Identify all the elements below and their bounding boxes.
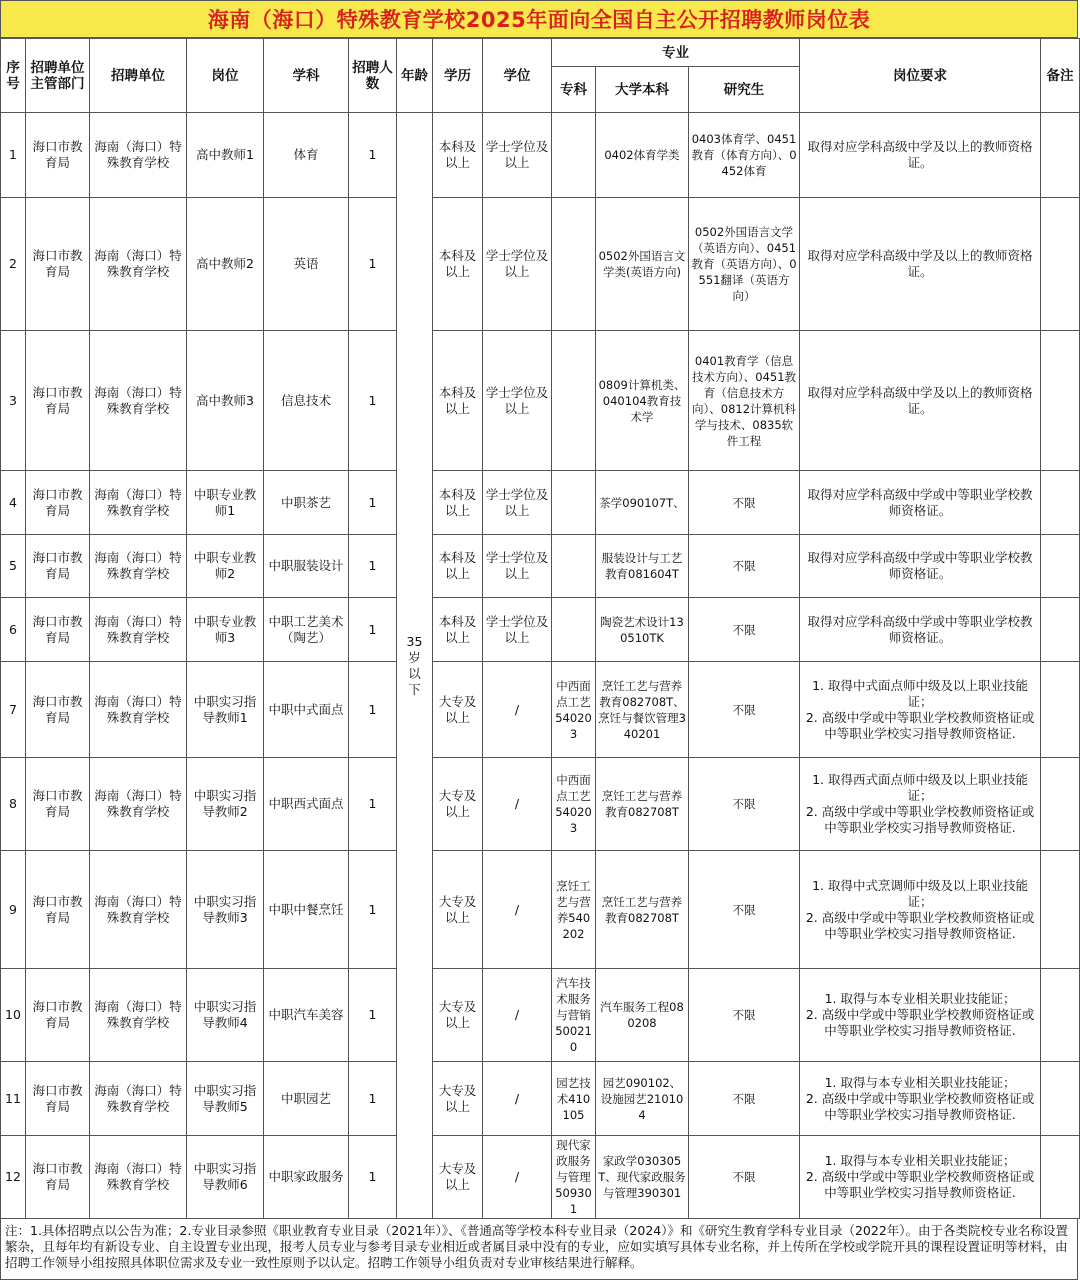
cell-major-graduate: 不限 — [689, 1136, 800, 1219]
cell-remark — [1041, 851, 1080, 969]
cell-dept: 海口市教育局 — [26, 1062, 90, 1136]
cell-unit: 海南（海口）特殊教育学校 — [90, 113, 187, 198]
cell-remark — [1041, 1136, 1080, 1219]
cell-major-junior — [552, 535, 596, 598]
cell-unit: 海南（海口）特殊教育学校 — [90, 969, 187, 1062]
cell-unit: 海南（海口）特殊教育学校 — [90, 598, 187, 662]
cell-major-graduate: 不限 — [689, 535, 800, 598]
cell-major-bachelor: 陶瓷艺术设计130510TK — [596, 598, 689, 662]
cell-post: 中职实习指导教师6 — [187, 1136, 264, 1219]
cell-subject: 中职中式面点 — [264, 662, 349, 758]
cell-count: 1 — [349, 535, 397, 598]
cell-count: 1 — [349, 598, 397, 662]
sheet-title: 海南（海口）特殊教育学校2025年面向全国自主公开招聘教师岗位表 — [0, 0, 1078, 38]
cell-major-bachelor: 0809计算机类、040104教育技术学 — [596, 331, 689, 471]
header-dept: 招聘单位主管部门 — [26, 39, 90, 113]
cell-major-bachelor: 服装设计与工艺教育081604T — [596, 535, 689, 598]
cell-dept: 海口市教育局 — [26, 969, 90, 1062]
table-row — [1, 1136, 1080, 1219]
cell-major-bachelor: 烹饪工艺与营养教育082708T — [596, 851, 689, 969]
cell-requirement: 1. 取得西式面点师中级及以上职业技能证； 2. 高级中学或中等职业学校教师资格证或中等职业学校实习指导教师资格证. — [800, 758, 1041, 851]
cell-post: 中职实习指导教师5 — [187, 1062, 264, 1136]
cell-major-graduate: 不限 — [689, 851, 800, 969]
cell-major-graduate: 0401教育学（信息技术方向）、0451教育（信息技术方向）、0812计算机科学与技术、0835软件工程 — [689, 331, 800, 471]
cell-degree: / — [483, 851, 552, 969]
cell-post: 高中教师3 — [187, 331, 264, 471]
cell-requirement: 1. 取得中式面点师中级及以上职业技能证； 2. 高级中学或中等职业学校教师资格证或中等职业学校实习指导教师资格证. — [800, 662, 1041, 758]
table-row — [1, 471, 1080, 535]
cell-count: 1 — [349, 662, 397, 758]
cell-degree: 学士学位及以上 — [483, 535, 552, 598]
cell-subject: 体育 — [264, 113, 349, 198]
cell-post: 中职专业教师3 — [187, 598, 264, 662]
cell-major-bachelor: 烹饪工艺与营养教育082708T、烹饪与餐饮管理340201 — [596, 662, 689, 758]
header-major-junior: 专科 — [552, 67, 596, 113]
cell-major-junior: 中西面点工艺540203 — [552, 662, 596, 758]
cell-edu: 大专及以上 — [433, 662, 483, 758]
table-row — [1, 331, 1080, 471]
cell-subject: 中职家政服务 — [264, 1136, 349, 1219]
cell-edu: 大专及以上 — [433, 969, 483, 1062]
cell-major-bachelor: 0502外国语言文学类(英语方向) — [596, 198, 689, 331]
cell-major-junior — [552, 471, 596, 535]
header-major: 专业 — [552, 39, 800, 67]
cell-post: 中职实习指导教师1 — [187, 662, 264, 758]
cell-count: 1 — [349, 851, 397, 969]
cell-subject: 中职汽车美容 — [264, 969, 349, 1062]
cell-subject: 中职园艺 — [264, 1062, 349, 1136]
cell-subject: 信息技术 — [264, 331, 349, 471]
cell-major-graduate: 不限 — [689, 1062, 800, 1136]
cell-post: 中职实习指导教师2 — [187, 758, 264, 851]
cell-no: 3 — [1, 331, 26, 471]
cell-subject: 中职中餐烹饪 — [264, 851, 349, 969]
cell-dept: 海口市教育局 — [26, 331, 90, 471]
header-major-graduate: 研究生 — [689, 67, 800, 113]
cell-major-bachelor: 茶学090107T、 — [596, 471, 689, 535]
cell-edu: 大专及以上 — [433, 758, 483, 851]
cell-no: 2 — [1, 198, 26, 331]
header-remark: 备注 — [1041, 39, 1080, 113]
cell-no: 10 — [1, 969, 26, 1062]
header-edu: 学历 — [433, 39, 483, 113]
cell-major-junior — [552, 198, 596, 331]
cell-dept: 海口市教育局 — [26, 851, 90, 969]
cell-unit: 海南（海口）特殊教育学校 — [90, 198, 187, 331]
cell-requirement: 取得对应学科高级中学或中等职业学校教师资格证。 — [800, 535, 1041, 598]
cell-unit: 海南（海口）特殊教育学校 — [90, 1136, 187, 1219]
cell-subject: 中职西式面点 — [264, 758, 349, 851]
cell-dept: 海口市教育局 — [26, 113, 90, 198]
cell-edu: 大专及以上 — [433, 851, 483, 969]
cell-dept: 海口市教育局 — [26, 535, 90, 598]
cell-dept: 海口市教育局 — [26, 758, 90, 851]
cell-count: 1 — [349, 198, 397, 331]
cell-degree: 学士学位及以上 — [483, 198, 552, 331]
cell-degree: / — [483, 969, 552, 1062]
cell-subject: 中职工艺美术（陶艺） — [264, 598, 349, 662]
cell-edu: 本科及以上 — [433, 535, 483, 598]
cell-remark — [1041, 598, 1080, 662]
cell-degree: / — [483, 758, 552, 851]
cell-requirement: 取得对应学科高级中学及以上的教师资格证。 — [800, 198, 1041, 331]
cell-unit: 海南（海口）特殊教育学校 — [90, 1062, 187, 1136]
cell-requirement: 取得对应学科高级中学或中等职业学校教师资格证。 — [800, 598, 1041, 662]
cell-dept: 海口市教育局 — [26, 1136, 90, 1219]
cell-major-bachelor: 汽车服务工程080208 — [596, 969, 689, 1062]
cell-degree: / — [483, 1136, 552, 1219]
cell-major-junior: 中西面点工艺540203 — [552, 758, 596, 851]
cell-requirement: 取得对应学科高级中学及以上的教师资格证。 — [800, 113, 1041, 198]
cell-major-bachelor: 0402体育学类 — [596, 113, 689, 198]
table-row — [1, 758, 1080, 851]
cell-post: 高中教师2 — [187, 198, 264, 331]
cell-post: 中职专业教师2 — [187, 535, 264, 598]
cell-post: 高中教师1 — [187, 113, 264, 198]
cell-subject: 中职服装设计 — [264, 535, 349, 598]
cell-major-bachelor: 园艺090102、设施园艺210104 — [596, 1062, 689, 1136]
cell-requirement: 1. 取得中式烹调师中级及以上职业技能证； 2. 高级中学或中等职业学校教师资格证或中等职业学校实习指导教师资格证. — [800, 851, 1041, 969]
table-row — [1, 851, 1080, 969]
cell-edu: 本科及以上 — [433, 198, 483, 331]
cell-major-junior: 园艺技术410105 — [552, 1062, 596, 1136]
cell-unit: 海南（海口）特殊教育学校 — [90, 535, 187, 598]
cell-edu: 本科及以上 — [433, 598, 483, 662]
cell-remark — [1041, 1062, 1080, 1136]
cell-unit: 海南（海口）特殊教育学校 — [90, 662, 187, 758]
cell-no: 5 — [1, 535, 26, 598]
header-requirement: 岗位要求 — [800, 39, 1041, 113]
table-body — [1, 113, 1080, 1219]
header-no: 序号 — [1, 39, 26, 113]
cell-no: 1 — [1, 113, 26, 198]
cell-remark — [1041, 758, 1080, 851]
cell-edu: 大专及以上 — [433, 1062, 483, 1136]
cell-dept: 海口市教育局 — [26, 471, 90, 535]
cell-no: 11 — [1, 1062, 26, 1136]
footnote: 注：1.具体招聘点以公告为准；2.专业目录参照《职业教育专业目录（2021年）》、《普通高等学校本科专业目录（2024）》和《研究生教育学科专业目录（2022年）。由于各类院校专业名称设置繁杂，且每年均有新设专业、自主设置专业出现，报考人员专业与参考目录专业相近或者属目录中没有的专业，应如实填写具体专业名称，并上传所在学校或学院开具的课程设置证明等材料，由招聘工作领导小组按照具体职位需求及专业一致性原则予以认定。招聘工作领导小组负责对专业审核结果进行解释。 — [0, 1218, 1078, 1280]
cell-major-graduate: 不限 — [689, 758, 800, 851]
cell-dept: 海口市教育局 — [26, 198, 90, 331]
cell-requirement: 取得对应学科高级中学及以上的教师资格证。 — [800, 331, 1041, 471]
cell-edu: 本科及以上 — [433, 113, 483, 198]
cell-remark — [1041, 662, 1080, 758]
cell-remark — [1041, 198, 1080, 331]
cell-remark — [1041, 535, 1080, 598]
cell-count: 1 — [349, 471, 397, 535]
cell-major-junior — [552, 113, 596, 198]
cell-subject: 中职茶艺 — [264, 471, 349, 535]
cell-count: 1 — [349, 1062, 397, 1136]
cell-no: 9 — [1, 851, 26, 969]
cell-major-graduate: 0403体育学、0451教育（体育方向）、0452体育 — [689, 113, 800, 198]
cell-edu: 大专及以上 — [433, 1136, 483, 1219]
cell-post: 中职实习指导教师4 — [187, 969, 264, 1062]
table-row — [1, 535, 1080, 598]
cell-requirement: 1. 取得与本专业相关职业技能证； 2. 高级中学或中等职业学校教师资格证或中等职业学校实习指导教师资格证. — [800, 1062, 1041, 1136]
cell-major-junior: 现代家政服务与管理509301 — [552, 1136, 596, 1219]
cell-no: 6 — [1, 598, 26, 662]
cell-no: 8 — [1, 758, 26, 851]
cell-degree: 学士学位及以上 — [483, 471, 552, 535]
cell-requirement: 1. 取得与本专业相关职业技能证； 2. 高级中学或中等职业学校教师资格证或中等职业学校实习指导教师资格证. — [800, 969, 1041, 1062]
cell-subject: 英语 — [264, 198, 349, 331]
cell-major-junior: 烹饪工艺与营养540202 — [552, 851, 596, 969]
cell-requirement: 1. 取得与本专业相关职业技能证； 2. 高级中学或中等职业学校教师资格证或中等职业学校实习指导教师资格证. — [800, 1136, 1041, 1219]
cell-degree: 学士学位及以上 — [483, 113, 552, 198]
cell-no: 12 — [1, 1136, 26, 1219]
cell-edu: 本科及以上 — [433, 471, 483, 535]
cell-major-graduate: 不限 — [689, 471, 800, 535]
cell-post: 中职专业教师1 — [187, 471, 264, 535]
cell-unit: 海南（海口）特殊教育学校 — [90, 471, 187, 535]
table-row — [1, 1062, 1080, 1136]
cell-count: 1 — [349, 331, 397, 471]
cell-major-bachelor: 家政学030305T、现代家政服务与管理390301 — [596, 1136, 689, 1219]
cell-dept: 海口市教育局 — [26, 598, 90, 662]
cell-major-graduate: 不限 — [689, 598, 800, 662]
table-row — [1, 969, 1080, 1062]
cell-count: 1 — [349, 758, 397, 851]
table-row — [1, 198, 1080, 331]
cell-no: 7 — [1, 662, 26, 758]
cell-age: 35岁以下 — [397, 113, 433, 1219]
cell-post: 中职实习指导教师3 — [187, 851, 264, 969]
cell-degree: / — [483, 662, 552, 758]
cell-major-graduate: 0502外国语言文学（英语方向）、0451教育（英语方向）、0551翻译（英语方向） — [689, 198, 800, 331]
header-age: 年龄 — [397, 39, 433, 113]
cell-unit: 海南（海口）特殊教育学校 — [90, 331, 187, 471]
cell-major-junior: 汽车技术服务与营销500210 — [552, 969, 596, 1062]
cell-major-junior — [552, 331, 596, 471]
cell-degree: 学士学位及以上 — [483, 598, 552, 662]
cell-edu: 本科及以上 — [433, 331, 483, 471]
table-row — [1, 598, 1080, 662]
header-post: 岗位 — [187, 39, 264, 113]
cell-major-junior — [552, 598, 596, 662]
header-subject: 学科 — [264, 39, 349, 113]
cell-remark — [1041, 331, 1080, 471]
cell-major-graduate: 不限 — [689, 662, 800, 758]
cell-degree: / — [483, 1062, 552, 1136]
header-degree: 学位 — [483, 39, 552, 113]
cell-unit: 海南（海口）特殊教育学校 — [90, 758, 187, 851]
header-major-bachelor: 大学本科 — [596, 67, 689, 113]
cell-count: 1 — [349, 113, 397, 198]
cell-remark — [1041, 113, 1080, 198]
cell-degree: 学士学位及以上 — [483, 331, 552, 471]
table-row — [1, 662, 1080, 758]
header-count: 招聘人数 — [349, 39, 397, 113]
cell-requirement: 取得对应学科高级中学或中等职业学校教师资格证。 — [800, 471, 1041, 535]
cell-major-bachelor: 烹饪工艺与营养教育082708T — [596, 758, 689, 851]
cell-unit: 海南（海口）特殊教育学校 — [90, 851, 187, 969]
cell-major-graduate: 不限 — [689, 969, 800, 1062]
cell-count: 1 — [349, 1136, 397, 1219]
cell-no: 4 — [1, 471, 26, 535]
cell-remark — [1041, 471, 1080, 535]
table-row — [1, 113, 1080, 198]
recruitment-table — [0, 38, 1080, 1219]
cell-remark — [1041, 969, 1080, 1062]
cell-count: 1 — [349, 969, 397, 1062]
cell-dept: 海口市教育局 — [26, 662, 90, 758]
header-unit: 招聘单位 — [90, 39, 187, 113]
